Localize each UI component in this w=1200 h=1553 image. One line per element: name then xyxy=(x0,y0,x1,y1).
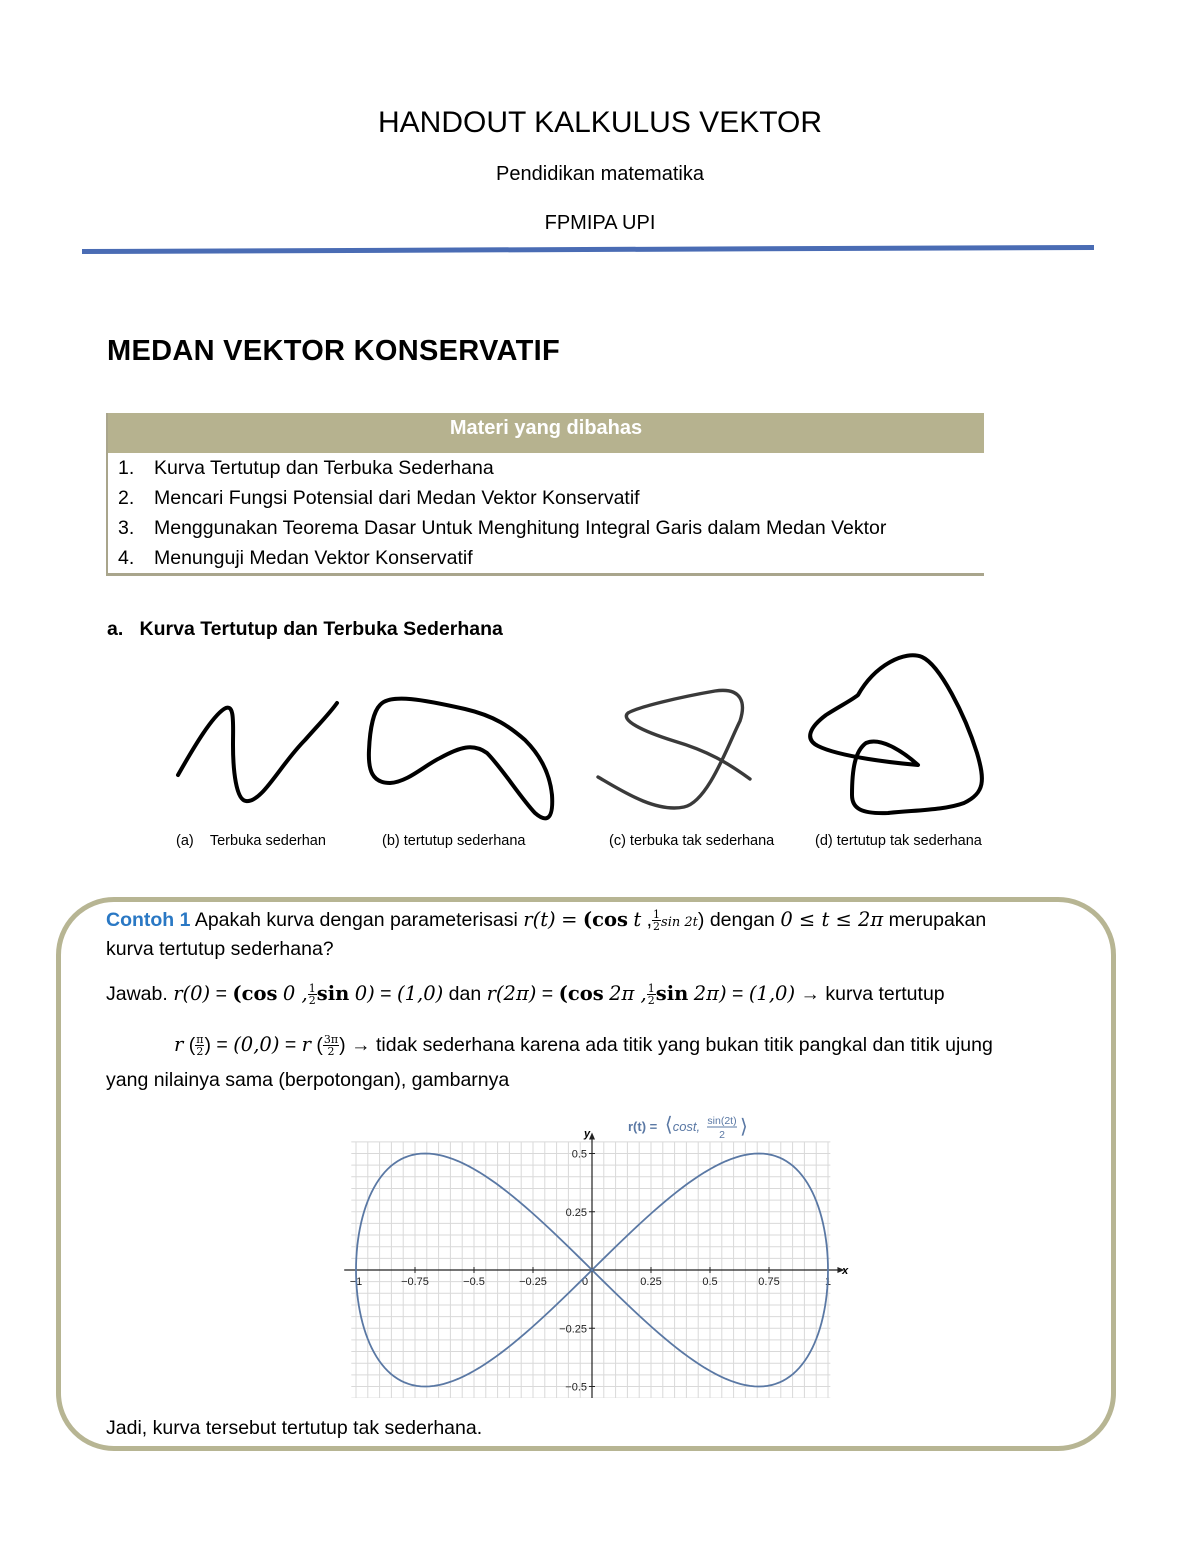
curve-point xyxy=(501,1187,502,1188)
x-axis-label: x xyxy=(842,1265,849,1277)
chart-title xyxy=(628,1114,748,1141)
subsection-heading xyxy=(107,618,503,641)
chart-title-num: sin(2t) xyxy=(707,1115,737,1127)
curve-point xyxy=(758,1153,759,1154)
topics-heading: Materi yang dibahas xyxy=(108,413,984,453)
topic-number: 3. xyxy=(118,517,135,539)
x-tick-label: 0.25 xyxy=(640,1276,662,1288)
x-tick-label: −0.75 xyxy=(401,1276,429,1288)
curve-point xyxy=(425,1386,426,1387)
institution: FPMIPA UPI xyxy=(544,212,656,234)
closed-nonsimple-curve xyxy=(810,655,982,813)
section-title: MEDAN VEKTOR KONSERVATIF xyxy=(107,335,560,367)
curve-point xyxy=(827,1269,828,1270)
example-answer-line: Jawab. r(0) = (cos 0 , $\frac{1}{2}$ sin 0) = (1,0) dan r(2π) = (cos 2π , $\frac{1}{2}$ sin 2π) = (1,0) → kurva tertutup xyxy=(106,982,945,1008)
topics-table xyxy=(106,413,984,576)
topic-item xyxy=(108,513,984,543)
caption-b: (b) tertutup sederhana xyxy=(382,833,526,849)
header-rule xyxy=(82,240,1094,256)
curve-point xyxy=(373,1187,374,1188)
y-tick-label: −0.5 xyxy=(565,1381,587,1394)
subsection-title: Kurva Tertutup dan Terbuka Sederhana xyxy=(139,618,503,640)
example-line4: yang nilainya sama (berpotongan), gambarnya xyxy=(106,1069,510,1091)
y-tick-label: 0.5 xyxy=(571,1148,587,1161)
closed-simple-curve xyxy=(369,699,552,819)
chart-title-x: cost, xyxy=(672,1119,701,1134)
topic-label: Menggunakan Teorema Dasar Untuk Menghitung Integral Garis dalam Medan Vektor xyxy=(154,517,887,539)
curve-point xyxy=(809,1187,810,1188)
x-tick-label: −0.5 xyxy=(463,1276,485,1288)
question-text: dengan xyxy=(709,909,775,931)
example-conclusion: Jadi, kurva tersebut tertutup tak sederhana. xyxy=(106,1417,483,1439)
example-question-line1: Contoh 1 Apakah kurva dengan parameterisasi r(t) = (cos t , $\frac{1}{2}$ sin 2t) dengan 0 ≤ t ≤ 2π merupakan xyxy=(106,908,987,934)
topic-number: 4. xyxy=(118,547,135,569)
document-title: HANDOUT KALKULUS VEKTOR xyxy=(377,106,822,139)
y-tick-label: 0.25 xyxy=(565,1206,587,1219)
y-tick-label: −0.25 xyxy=(559,1323,587,1336)
open-nonsimple-curve xyxy=(598,690,750,808)
curve-point xyxy=(425,1153,426,1154)
x-tick-label: 0 xyxy=(581,1276,589,1288)
subsection-number: a. xyxy=(107,618,124,640)
curve-point xyxy=(373,1352,374,1353)
curve-point xyxy=(809,1352,810,1353)
question-text: Apakah kurva dengan parameterisasi xyxy=(194,909,518,931)
svg-text:r(t) = ⟨cost,: r(t) = ⟨cost, xyxy=(628,1114,701,1136)
svg-text:⟩: ⟩ xyxy=(740,1116,748,1138)
document-subtitle: Pendidikan matematika xyxy=(496,163,704,185)
curve-point xyxy=(682,1352,683,1353)
parametric-curve-chart xyxy=(330,1108,860,1398)
open-simple-curve xyxy=(178,703,337,801)
topic-item xyxy=(108,453,984,483)
question-text: merupakan xyxy=(888,909,987,931)
y-axis-label: y xyxy=(584,1128,591,1141)
line3-text: → tidak sederhana karena ada titik yang bukan titik pangkal dan titik ujung xyxy=(351,1034,993,1056)
caption-a-tag: (a) xyxy=(176,833,194,849)
math-r-of-t: r(t) xyxy=(523,908,556,931)
caption-a xyxy=(176,833,326,849)
answer-and: dan xyxy=(448,983,482,1005)
curve-point xyxy=(758,1386,759,1387)
caption-a-text: Terbuka sederhan xyxy=(209,833,326,849)
answer-closed: → kurva tertutup xyxy=(800,983,945,1005)
x-tick-label: 1 xyxy=(824,1276,832,1288)
example-question-line2: kurva tertutup sederhana? xyxy=(106,938,334,960)
example-label: Contoh 1 xyxy=(106,909,191,931)
topic-label: Menunguji Medan Vektor Konservatif xyxy=(154,547,473,569)
curve-point xyxy=(591,1269,592,1270)
topics-list xyxy=(108,453,984,573)
topic-label: Kurva Tertutup dan Terbuka Sederhana xyxy=(154,457,494,479)
topic-number: 2. xyxy=(118,487,135,509)
topic-item xyxy=(108,483,984,513)
example-line3: r ( $\frac{\pi}{2}$ ) = (0,0) = r ( $\frac{3\pi}{2}$ ) → tidak sederhana karena ada titik yang bukan titik pangkal dan titik ujung xyxy=(174,1033,993,1059)
curve-examples-figure xyxy=(150,645,1000,830)
caption-c: (c) terbuka tak sederhana xyxy=(609,833,775,849)
chart-axes xyxy=(344,1128,849,1398)
x-tick-label: −1 xyxy=(349,1276,363,1288)
x-tick-label: 0.5 xyxy=(702,1276,718,1288)
curve-point xyxy=(355,1269,356,1270)
curve-point xyxy=(682,1187,683,1188)
topic-label: Mencari Fungsi Potensial dari Medan Vektor Konservatif xyxy=(154,487,640,509)
topic-number: 1. xyxy=(118,457,135,479)
caption-d: (d) tertutup tak sederhana xyxy=(815,833,982,849)
math-domain: 0 ≤ t ≤ 2π xyxy=(780,908,884,931)
chart-title-lhs: r(t) = xyxy=(628,1119,661,1134)
x-tick-label: 0.75 xyxy=(758,1276,780,1288)
answer-label: Jawab. xyxy=(106,983,168,1005)
chart-title-den: 2 xyxy=(719,1129,725,1141)
curve-point xyxy=(501,1352,502,1353)
x-tick-label: −0.25 xyxy=(519,1276,547,1288)
topic-item xyxy=(108,543,984,573)
